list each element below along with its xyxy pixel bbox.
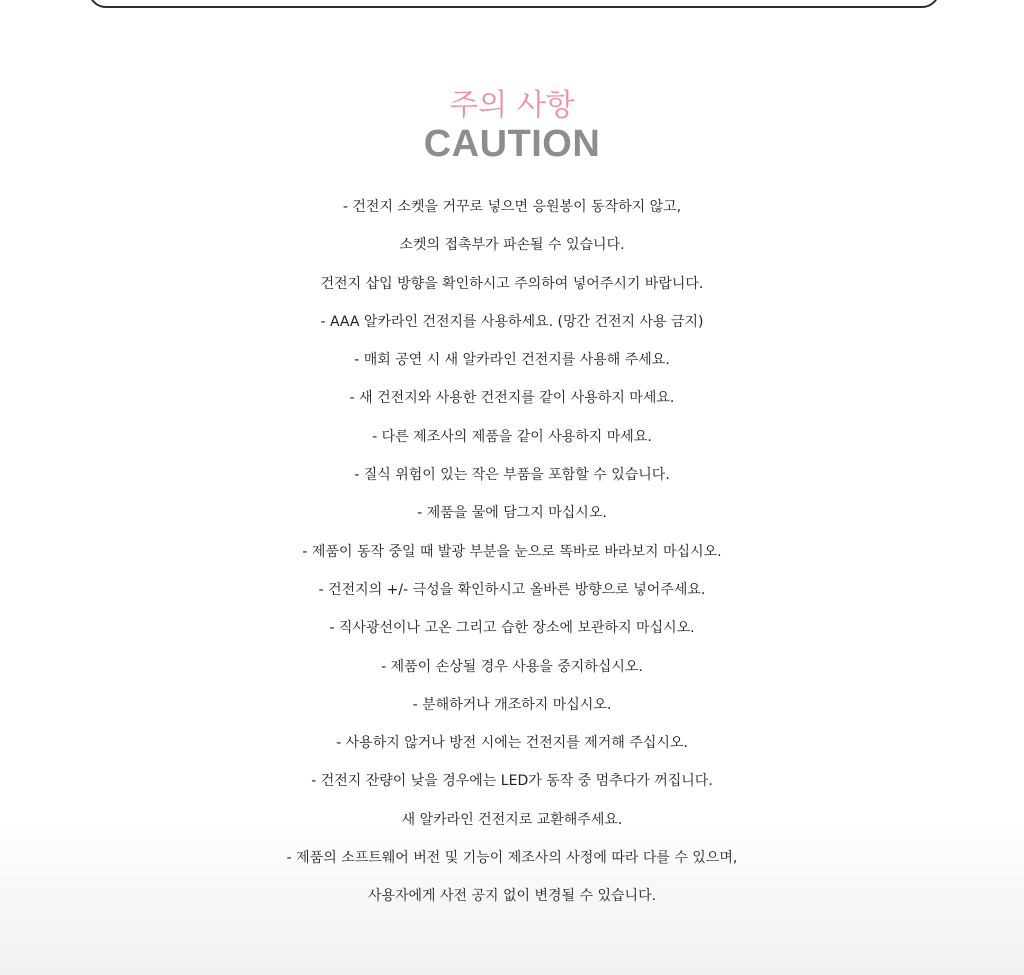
caution-title-english: CAUTION xyxy=(423,123,601,165)
caution-line: - 제품의 소프트웨어 버전 및 기능이 제조사의 사정에 따라 다를 수 있으며, xyxy=(286,850,738,867)
caution-line: - 직사광선이나 고온 그리고 습한 장소에 보관하지 마십시오. xyxy=(329,620,695,637)
caution-line: - 건전지의 +/- 극성을 확인하시고 올바른 방향으로 넣어주세요. xyxy=(318,581,706,598)
caution-line: - 제품이 동작 중일 때 발광 부분을 눈으로 똑바로 바라보지 마십시오. xyxy=(302,543,722,560)
caution-line: 사용자에게 사전 공지 없이 변경될 수 있습니다. xyxy=(367,888,657,905)
caution-line: - 질식 위험이 있는 작은 부품을 포함할 수 있습니다. xyxy=(354,467,670,484)
caution-line: - 새 건전지와 사용한 건전지를 같이 사용하지 마세요. xyxy=(349,390,675,407)
caution-line: - 분해하거나 개조하지 마십시오. xyxy=(412,696,612,713)
caution-line: - 사용하지 않거나 방전 시에는 건전지를 제거해 주십시오. xyxy=(336,735,688,752)
caution-line: - 건전지 소켓을 거꾸로 넣으면 응원봉이 동작하지 않고, xyxy=(342,199,682,215)
top-rounded-box xyxy=(88,0,940,8)
caution-title-korean: 주의 사항 xyxy=(449,88,575,123)
caution-line: - 다른 제조사의 제품을 같이 사용하지 마세요. xyxy=(372,428,652,445)
caution-line: - 매회 공연 시 새 알카라인 건전지를 사용해 주세요. xyxy=(354,352,670,369)
caution-list xyxy=(0,188,1024,916)
caution-line: - 제품이 손상될 경우 사용을 중지하십시오. xyxy=(381,658,643,675)
caution-line: - 제품을 물에 담그지 마십시오. xyxy=(417,505,607,522)
caution-line: 새 알카라인 건전지로 교환해주세요. xyxy=(401,811,623,828)
caution-line: - AAA 알카라인 건전지를 사용하세요. (망간 건전지 사용 금지) xyxy=(320,313,704,330)
caution-line: 소켓의 접촉부가 파손될 수 있습니다. xyxy=(399,237,625,254)
caution-line: 건전지 삽입 방향을 확인하시고 주의하여 넣어주시기 바랍니다. xyxy=(320,275,704,292)
caution-header xyxy=(0,86,1024,164)
caution-line: - 건전지 잔량이 낮을 경우에는 LED가 동작 중 멈추다가 꺼집니다. xyxy=(311,773,713,790)
